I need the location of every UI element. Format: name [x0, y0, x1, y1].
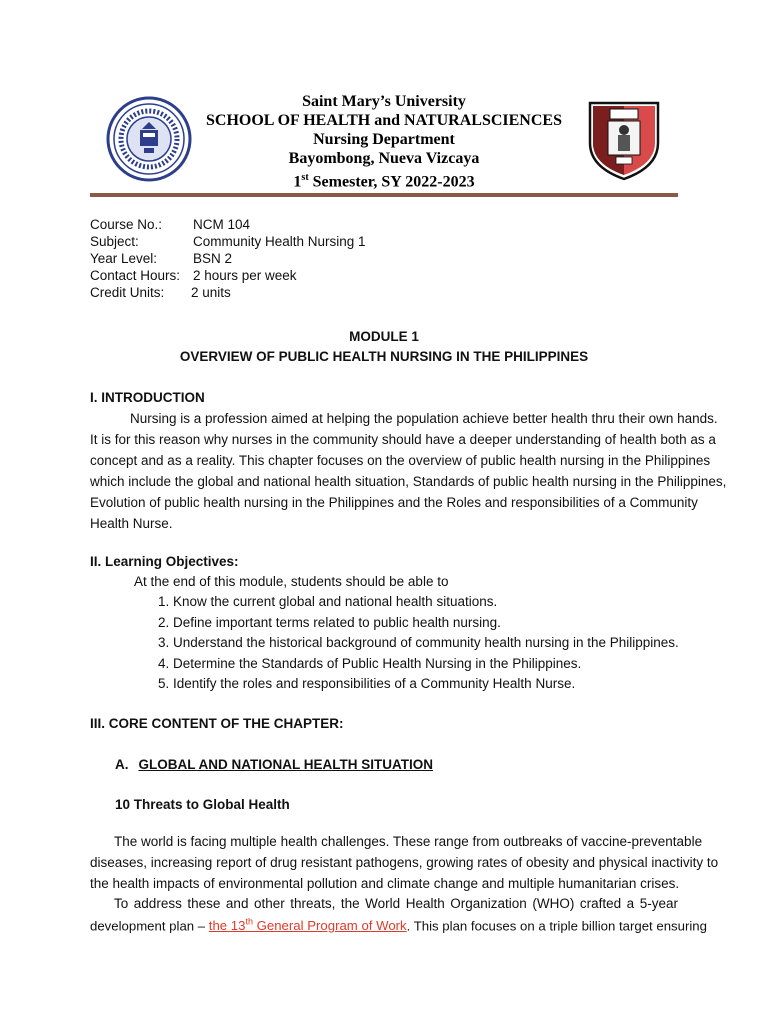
section-a-heading: A. GLOBAL AND NATIONAL HEALTH SITUATION [115, 757, 433, 772]
school-name: SCHOOL OF HEALTH and NATURALSCIENCES [206, 112, 562, 129]
general-program-of-work-link[interactable]: the 13th General Program of Work [208, 917, 407, 934]
list-item: 4. Determine the Standards of Public Health Nursing in the Philippines. [158, 655, 582, 671]
semester: 1st Semester, SY 2022-2023 [293, 172, 475, 191]
module-number: MODULE 1 [349, 329, 419, 344]
who-paragraph: To address these and other threats, the World Health Organization (WHO) crafted a 5-year development plan – the 13th General Program of Work. This plan focuses on a triple billion target ensuring [90, 896, 707, 934]
location: Bayombong, Nueva Vizcaya [288, 150, 480, 167]
core-content-heading: III. CORE CONTENT OF THE CHAPTER: [90, 716, 344, 731]
module-title: OVERVIEW OF PUBLIC HEALTH NURSING IN THE PHILIPPINES [179, 349, 589, 364]
document-header [0, 92, 768, 191]
threats-subheading: 10 Threats to Global Health [115, 797, 290, 812]
header-divider [90, 193, 678, 197]
university-name: Saint Mary’s University [302, 93, 466, 110]
objectives-intro: At the end of this module, students should be able to [134, 574, 449, 589]
department-name: Nursing Department [313, 131, 455, 148]
document-page: Saint Mary’s University SCHOOL OF HEALTH and NATURALSCIENCES Nursing Department Bayombong, Nueva Vizcaya 1st Semester, SY 2022-2023 Course No.: NCM 104 Subject: Community Health Nursing 1 Year Level: BSN 2 Contact Hours: 2 hours per week Credit Units: 2 units MODULE 1 OVERVIEW OF PUBLIC HEALTH NURSING IN THE PHILIPPINES I. INTRODUCTION Nursing is a profession aimed at helping the population achieve better health thru their own hands. It is for this reason why nurses in the community should have a deeper understanding of health both as a concept and as a reality. This chapter focuses on the overview of public health nursing in the Philippines which include the global and national health situation, Standards of public health nursing in the Philippines, Evolution of public health nursing in the Philippines and the Roles and responsibilities of a Community Health Nurse. II. Learning Objectives: At the end of this module, students should be able to 1. Know the current global and national health situations. 2. Define important terms related to public health nursing. 3. Understand the historical background of community health nursing in the Philippines. 4. Determine the Standards of Public Health Nursing in the Philippines. 5. Identify the roles and responsibilities of a Community Health Nurse. III. CORE CONTENT OF THE CHAPTER: A. GLOBAL AND NATIONAL HEALTH SITUATION 10 Threats to Global Health The world is facing multiple health challenges. These range from outbreaks of vaccine-preventable diseases, increasing report of drug resistant pathogens, growing rates of obesity and physical inactivity to the health impacts of environmental pollution and climate change and multiple humanitarian crises. To address these and other threats, the World Health Organization (WHO) crafted a 5-year development plan – the 13th General Program of Work. This plan focuses on a triple billion target ensuring [0, 0, 768, 1024]
list-item: 5. Identify the roles and responsibilities of a Community Health Nurse. [158, 676, 576, 691]
list-item: 2. Define important terms related to public health nursing. [158, 614, 501, 630]
objectives-heading: II. Learning Objectives: [90, 554, 239, 569]
list-item: 1. Know the current global and national health situations. [158, 594, 498, 609]
list-item: 3. Understand the historical background of community health nursing in the Philippines. [158, 635, 679, 650]
objectives-list [158, 592, 679, 695]
introduction-paragraph: Nursing is a profession aimed at helping the population achieve better health thru their own hands. It is for this reason why nurses in the community should have a deeper understanding of health both as a concept and as a reality. This chapter focuses on the overview of public health nursing in the Philippines which include the global and national health situation, Standards of public health nursing in the Philippines, Evolution of public health nursing in the Philippines and the Roles and responsibilities of a Community Health Nurse. [90, 411, 727, 531]
introduction-heading: I. INTRODUCTION [90, 390, 205, 405]
global-health-paragraph: The world is facing multiple health challenges. These range from outbreaks of vaccine-preventable diseases, increasing report of drug resistant pathogens, growing rates of obesity and physical inactivity to the health impacts of environmental pollution and climate change and multiple humanitarian crises. [90, 834, 719, 891]
